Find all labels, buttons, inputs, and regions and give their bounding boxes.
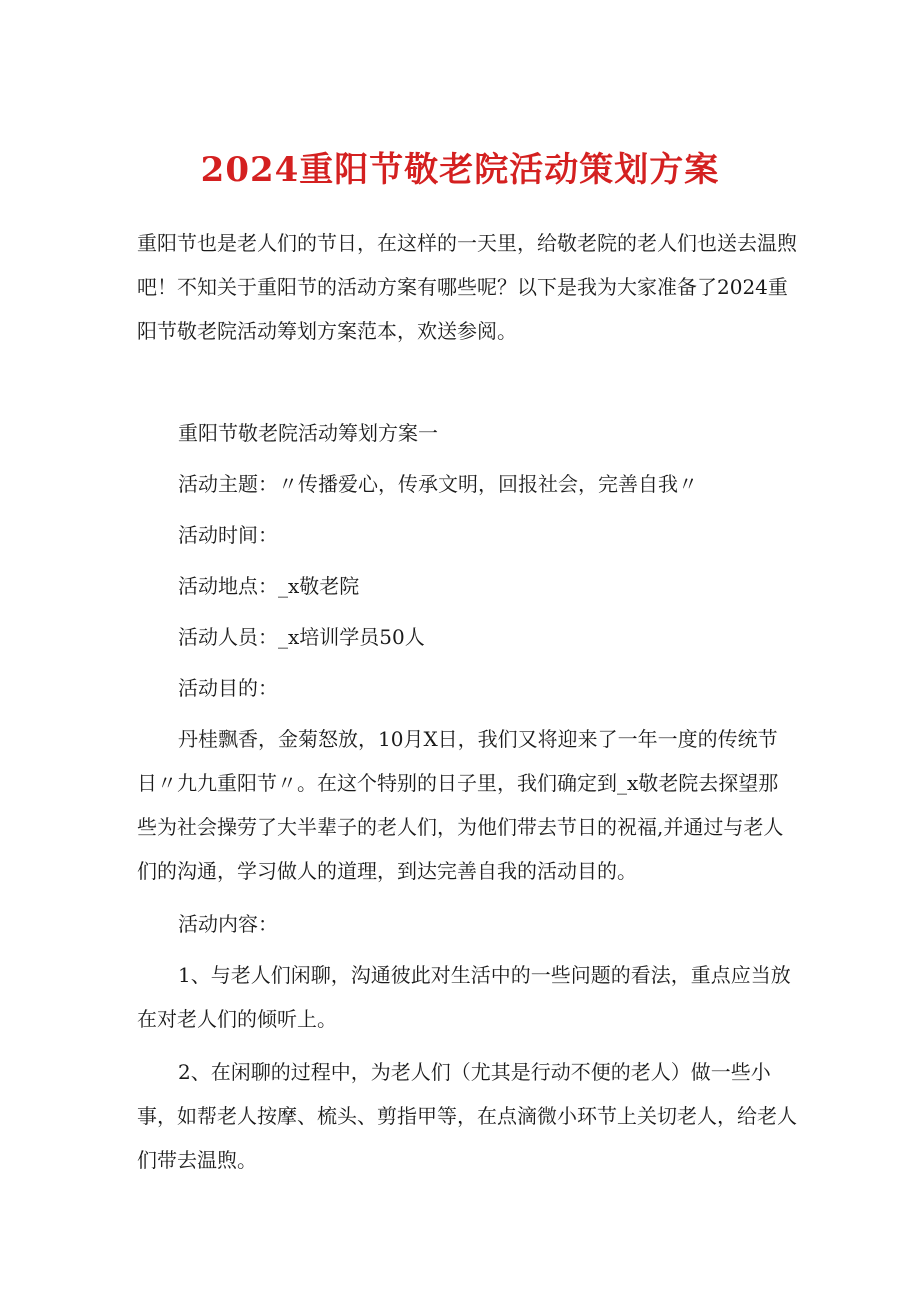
activity-theme: 活动主题：〃传播爱心，传承文明，回报社会，完善自我〃 xyxy=(178,472,698,496)
document-body xyxy=(137,411,797,1189)
activity-location: 活动地点：_x敬老院 xyxy=(178,574,360,598)
content-item-1: 1、与老人们闲聊，沟通彼此对生活中的一些问题的看法，重点应当放在对老人们的倾听上。 xyxy=(137,963,791,1031)
document-title: 2024重阳节敬老院活动策划方案 xyxy=(200,150,720,190)
content-item-2: 2、在闲聊的过程中，为老人们（尤其是行动不便的老人）做一些小事，如帮老人按摩、梳头、剪指甲等，在点滴微小环节上关切老人，给老人们带去温煦。 xyxy=(137,1060,797,1172)
section-heading: 重阳节敬老院活动筹划方案一 xyxy=(178,421,438,445)
intro-paragraph: 重阳节也是老人们的节日，在这样的一天里，给敬老院的老人们也送去温煦吧！不知关于重阳节的活动方案有哪些呢？以下是我为大家准备了2024重阳节敬老院活动筹划方案范本，欢送参阅。 xyxy=(137,231,797,343)
activity-purpose-label: 活动目的： xyxy=(178,676,278,700)
activity-purpose-text: 丹桂飘香，金菊怒放，10月X日，我们又将迎来了一年一度的传统节日〃九九重阳节〃。在这个特别的日子里，我们确定到_x敬老院去探望那些为社会操劳了大半辈子的老人们，为他们带去节日的祝福,并通过与老人们的沟通，学习做人的道理，到达完善自我的活动目的。 xyxy=(137,727,784,883)
activity-content-label: 活动内容： xyxy=(178,912,278,936)
activity-time: 活动时间： xyxy=(178,523,278,547)
activity-personnel: 活动人员：_x培训学员50人 xyxy=(178,625,425,649)
